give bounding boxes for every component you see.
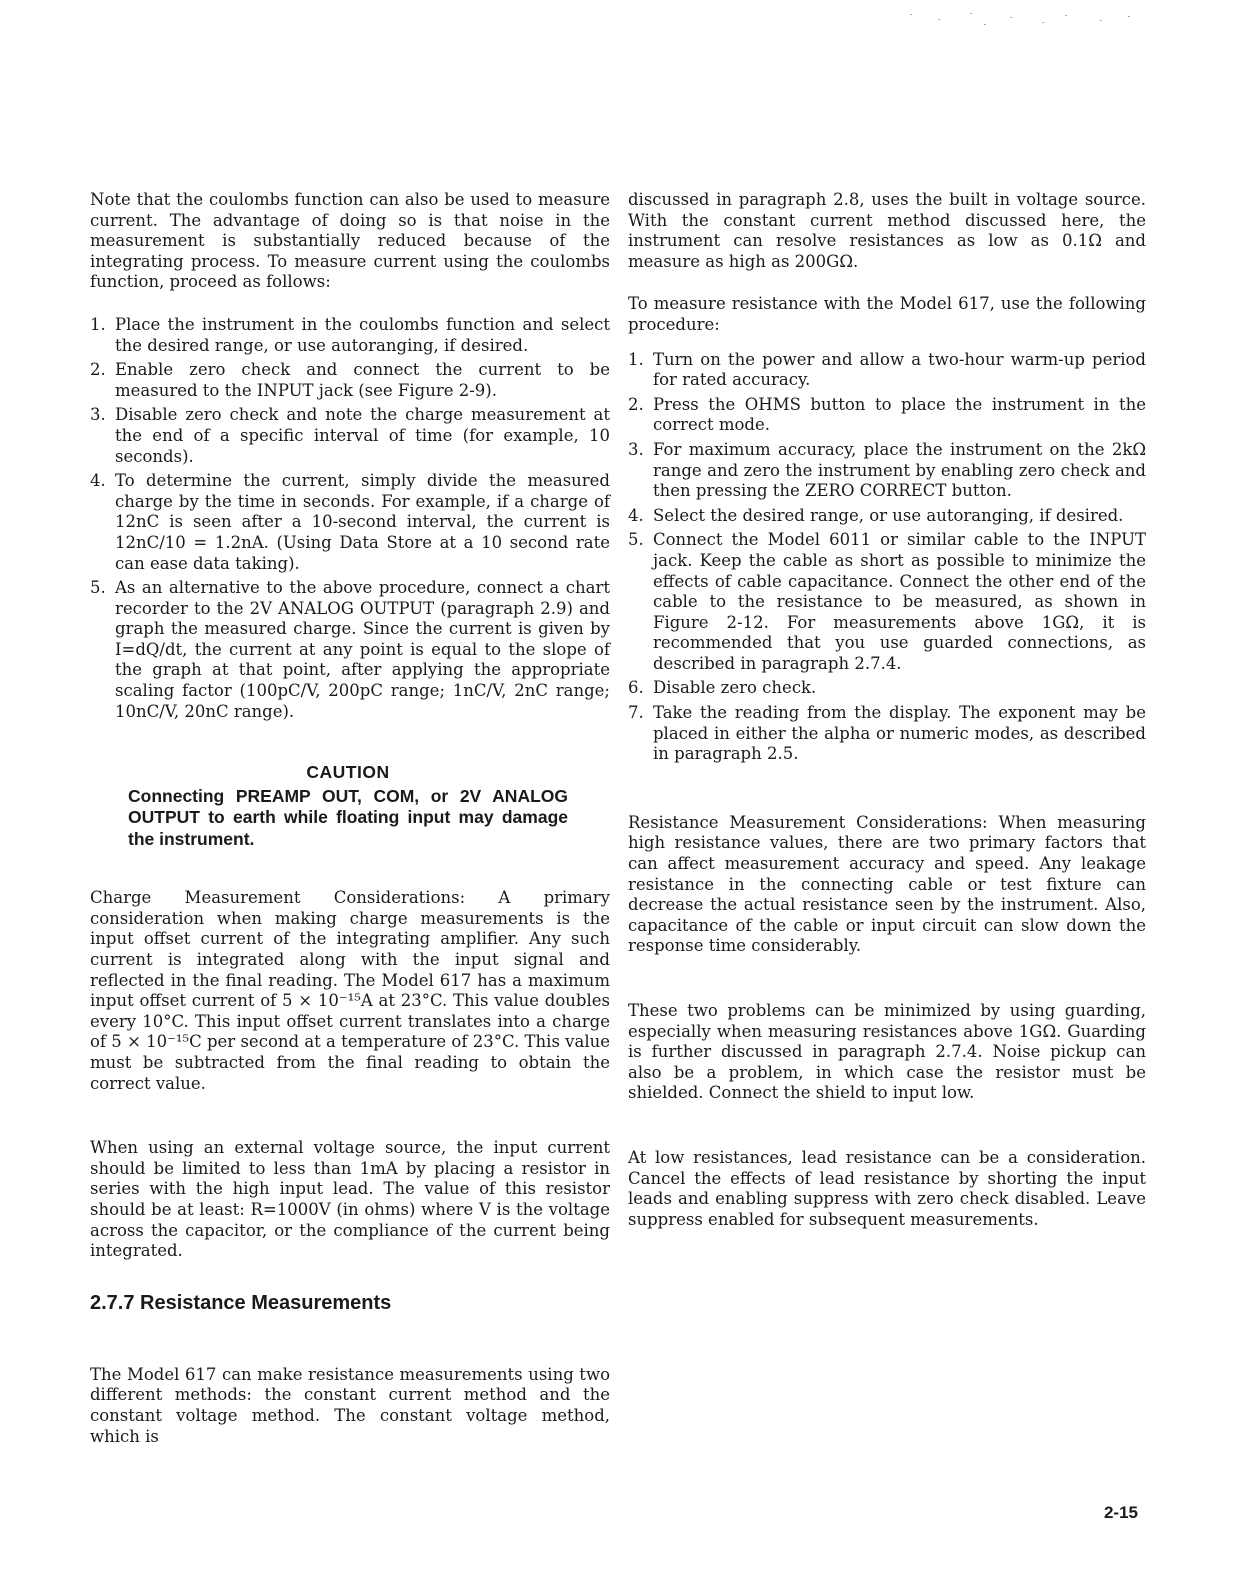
list-item [628, 678, 1146, 699]
step-text: To determine the current, simply divide the measured charge by the time in seconds. For example, if a charge of 12nC is seen after a 10-second interval, the current is 12nC/10 = 1.2nA. (Using Data Store at a 10 second rate can ease data taking). [115, 471, 610, 573]
step-number: 5. [628, 530, 644, 550]
step-text: Press the OHMS button to place the instrument in the correct mode. [653, 394, 1146, 435]
list-item [628, 395, 1146, 436]
list-item [90, 578, 610, 722]
list-item [90, 315, 610, 356]
list-item [628, 350, 1146, 391]
step-number: 4. [90, 471, 106, 491]
list-item [90, 405, 610, 467]
left-column [90, 190, 610, 1469]
step-text: Take the reading from the display. The exponent may be placed in either the alpha or numeric modes, as described in paragraph 2.5. [653, 703, 1146, 764]
step-number: 1. [628, 349, 644, 369]
list-item [628, 506, 1146, 527]
resistance-steps [628, 350, 1146, 765]
resistance-intro: The Model 617 can make resistance measurements using two different methods: the constant current method and the constant voltage method. The constant voltage method, which is [90, 1364, 610, 1446]
step-text: Turn on the power and allow a two-hour warm-up period for rated accuracy. [653, 349, 1146, 390]
step-number: 3. [90, 405, 106, 425]
guarding-note: These two problems can be minimized by using guarding, especially when measuring resistances above 1GΩ. Guarding is further discussed in paragraph 2.7.4. Noise pickup can also be a problem, in which case the resistor must be shielded. Connect the shield to input low. [628, 1001, 1146, 1103]
step-text: Disable zero check and note the charge measurement at the end of a specific interval of time (for example, 10 seconds). [115, 405, 610, 466]
list-item [628, 530, 1146, 674]
scan-artifacts [900, 10, 1140, 30]
step-number: 3. [628, 439, 644, 459]
list-item [90, 360, 610, 401]
step-number: 6. [628, 678, 644, 698]
step-text: As an alternative to the above procedure, connect a chart recorder to the 2V ANALOG OUTPUT (paragraph 2.9) and graph the measured charge. Since the current is given by I=dQ/dt, the current at any point is equal to the slope of the graph at that point, after applying the appropriate scaling factor (100pC/V, 200pC range; 1nC/V, 2nC range; 10nC/V, 20nC range). [115, 578, 610, 721]
step-text: Disable zero check. [653, 678, 817, 698]
page-number: 2-15 [1103, 1503, 1138, 1522]
list-item [628, 703, 1146, 765]
step-text: Enable zero check and connect the current to be measured to the INPUT jack (see Figure 2-9). [115, 360, 610, 400]
step-number: 7. [628, 703, 644, 723]
charge-considerations: Charge Measurement Considerations: A primary consideration when making charge measurements is the input offset current of the integrating amplifier. Any such current is integrated along with the input signal and reflected in the final reading. The Model 617 has a maximum input offset current of 5 × 10⁻¹⁵A at 23°C. This value doubles every 10°C. This input offset current translates into a charge of 5 × 10⁻¹⁵C per second at a temperature of 23°C. This value must be subtracted from the final reading to obtain the correct value. [90, 888, 610, 1093]
coulombs-intro: Note that the coulombs function can also be used to measure current. The advantage of doing so is that noise in the measurement is substantially reduced because of the integrating process. To measure current using the coulombs function, proceed as follows: [90, 190, 610, 292]
low-resistance-note: At low resistances, lead resistance can be a consideration. Cancel the effects of lead resistance by shorting the input leads and enabling suppress with zero check disabled. Leave suppress enabled for subsequent measurements. [628, 1147, 1146, 1229]
caution-text: Connecting PREAMP OUT, COM, or 2V ANALOG OUTPUT to earth while floating input may damage the instrument. [128, 785, 568, 849]
step-text: Place the instrument in the coulombs function and select the desired range, or use autoranging, if desired. [115, 314, 610, 355]
caution-title: CAUTION [306, 762, 390, 783]
step-number: 5. [90, 578, 106, 598]
caution-box [128, 762, 568, 850]
step-text: Select the desired range, or use autoranging, if desired. [653, 505, 1124, 525]
list-item [90, 471, 610, 574]
step-number: 1. [90, 314, 106, 334]
step-number: 2. [90, 360, 106, 380]
step-text: Connect the Model 6011 or similar cable to the INPUT jack. Keep the cable as short as possible to minimize the effects of cable capacitance. Connect the other end of the cable to the resistance to be measured, as shown in Figure 2-12. For measurements above 1GΩ, it is recommended that you use guarded connections, as described in paragraph 2.7.4. [653, 530, 1146, 673]
coulombs-steps [90, 315, 610, 722]
external-source-note: When using an external voltage source, the input current should be limited to less than 1mA by placing a resistor in series with the high input lead. The value of this resistor should be at least: R=1000V (in ohms) where V is the voltage across the capacitor, or the compliance of the current being integrated. [90, 1138, 610, 1261]
method-continuation: discussed in paragraph 2.8, uses the built in voltage source. With the constant current method discussed here, the instrument can resolve resistances as low as 0.1Ω and measure as high as 200GΩ. [628, 190, 1146, 271]
step-number: 2. [628, 394, 644, 414]
procedure-intro: To measure resistance with the Model 617, use the following procedure: [628, 294, 1146, 334]
right-column [628, 190, 1146, 1252]
section-heading: 2.7.7 Resistance Measurements [90, 1291, 392, 1314]
resistance-considerations: Resistance Measurement Considerations: When measuring high resistance values, there are two primary factors that can affect measurement accuracy and speed. Any leakage resistance in the connecting cable or test fixture can decrease the actual resistance seen by the instrument. Also, capacitance of the cable or input circuit can slow down the response time considerably. [628, 812, 1146, 956]
list-item [628, 440, 1146, 502]
step-number: 4. [628, 505, 644, 525]
step-text: For maximum accuracy, place the instrument on the 2kΩ range and zero the instrument by enabling zero check and then pressing the ZERO CORRECT button. [653, 439, 1146, 501]
